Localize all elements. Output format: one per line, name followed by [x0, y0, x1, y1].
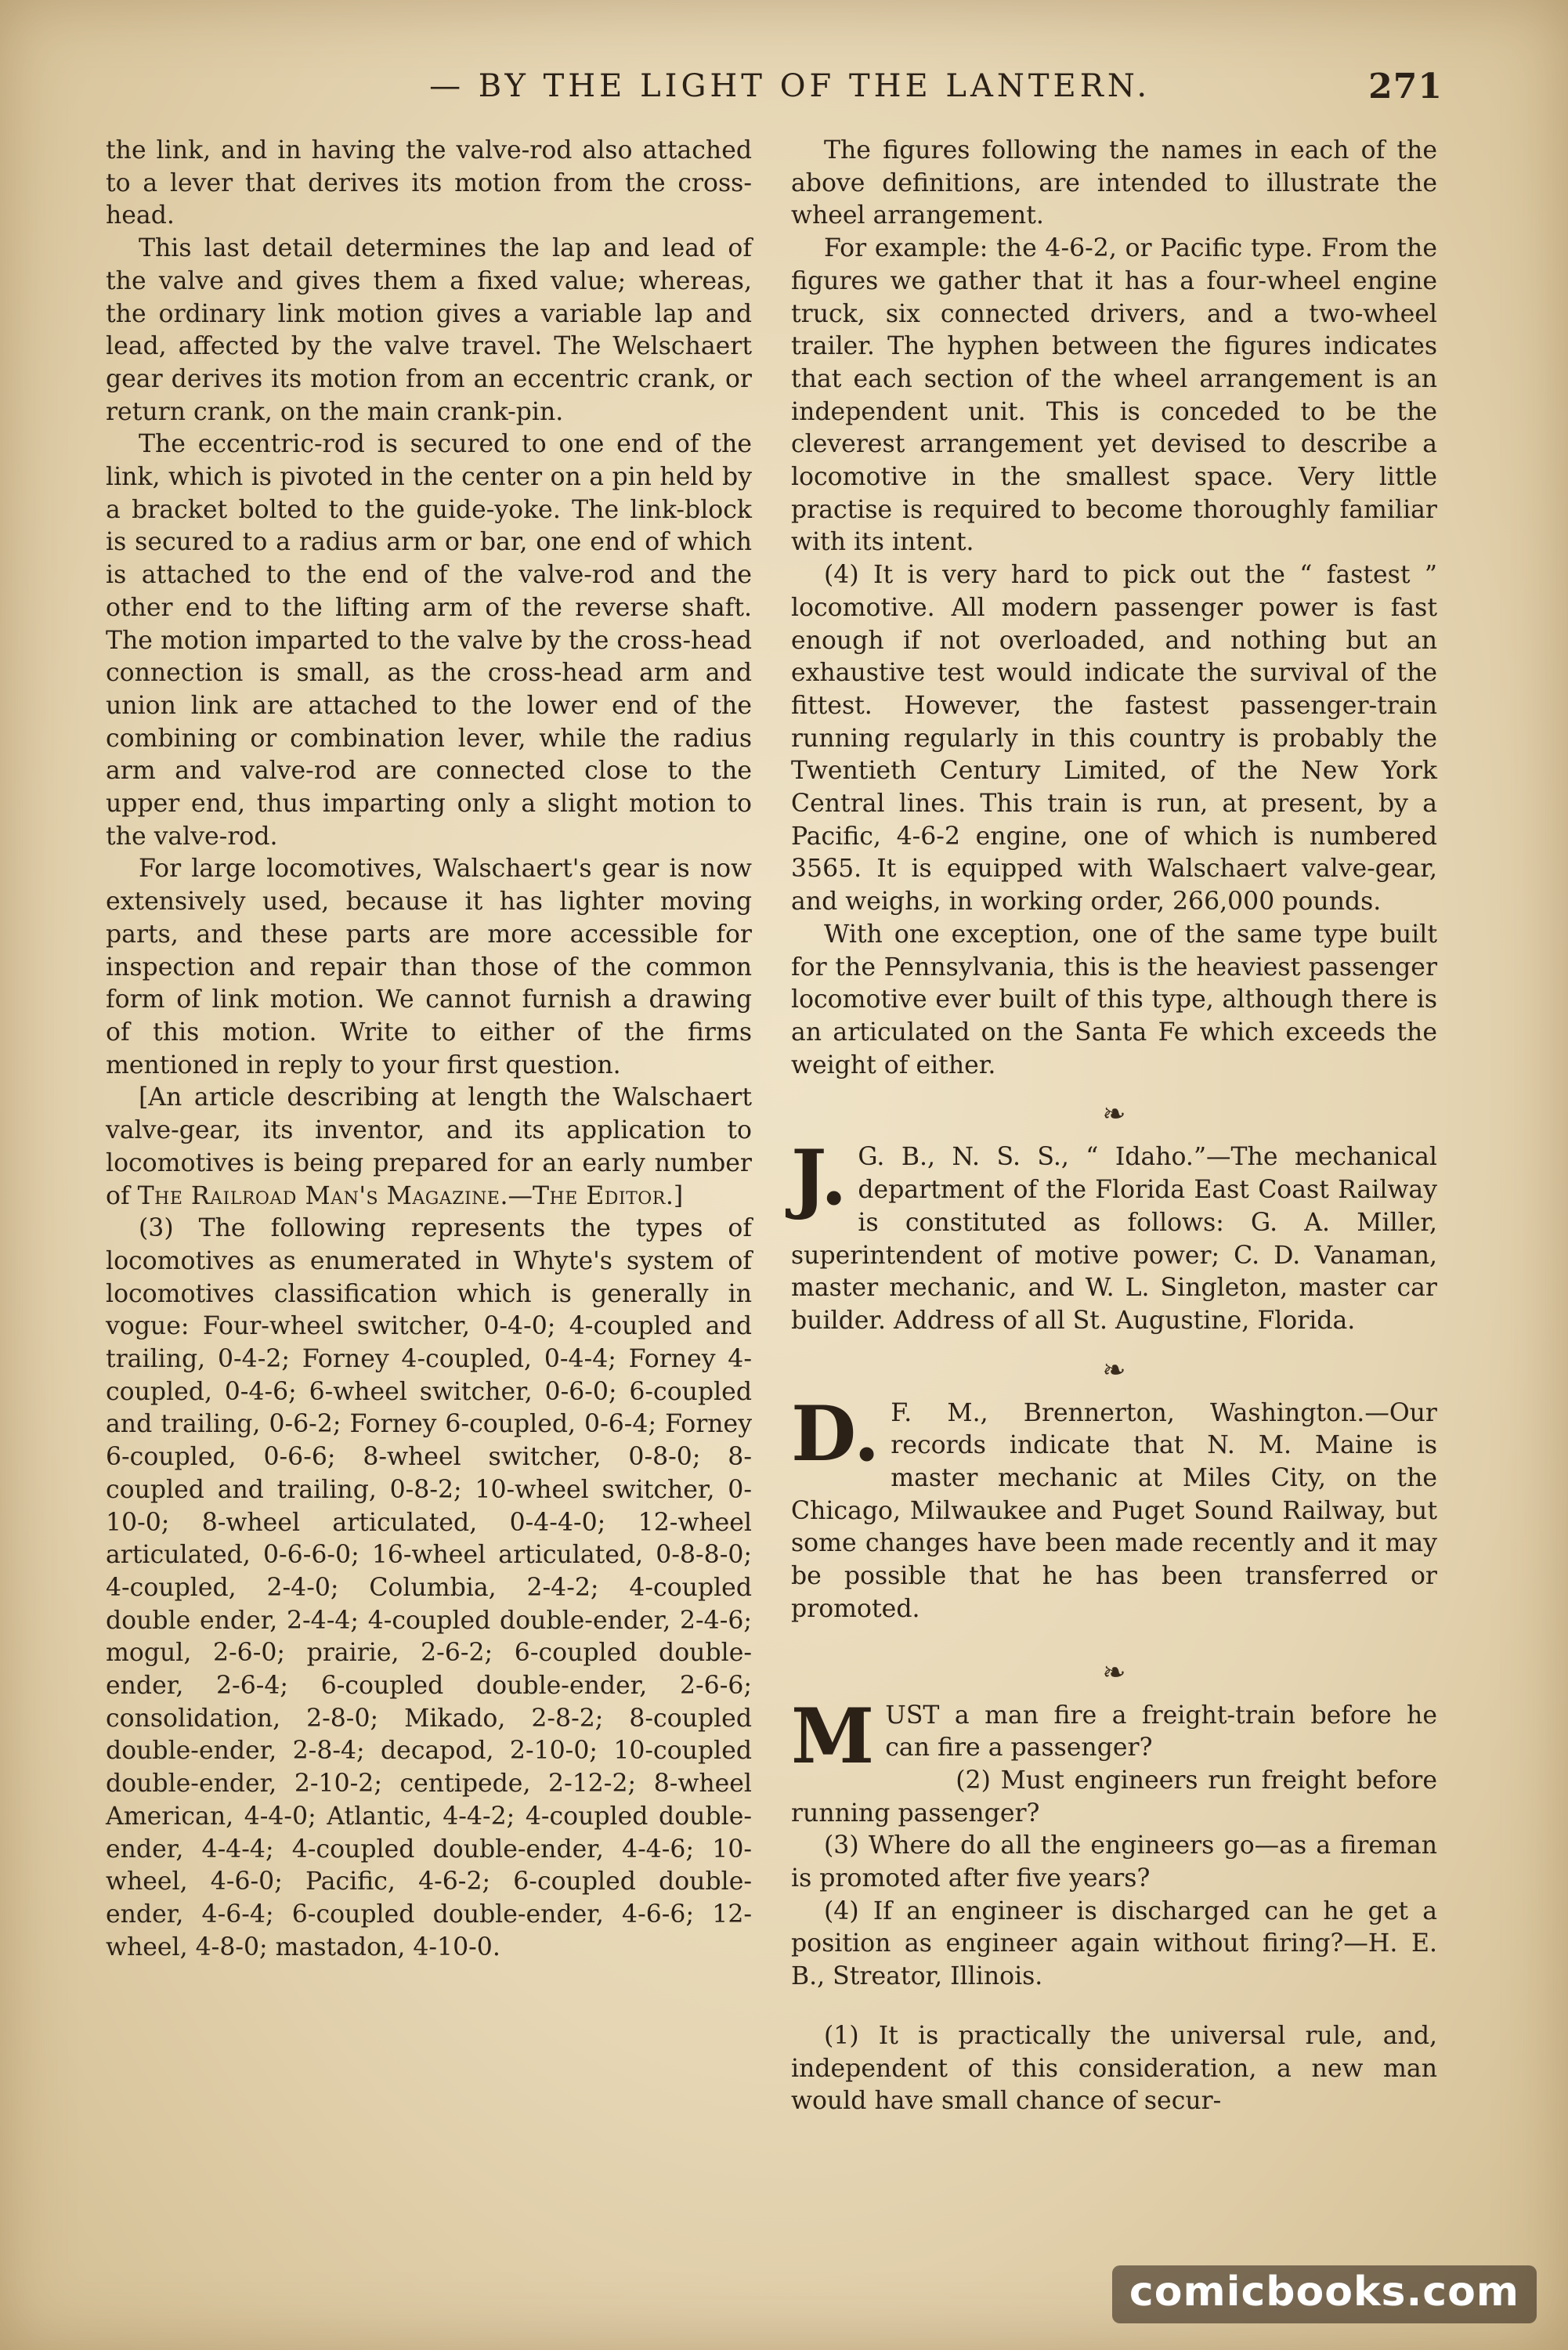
- question-text: (4) If an engineer is discharged can he get a position as engineer again without firing?—H. E. B., Streator, Illinois.: [791, 1896, 1437, 1991]
- question-text: (2) Must engineers run freight before running passenger?: [791, 1766, 1437, 1828]
- entry-text: G. B., N. S. S., “ Idaho.”—The mechanical department of the Florida East Coast Railway is constituted as follows: G. A. Miller, superintendent of motive power; C. D. Vanaman, master mechanic, and W. L. Singleton, master car builder. Address of all St. Augustine, Florida.: [791, 1143, 1437, 1335]
- editor-note: [106, 1082, 752, 1213]
- fleuron-ornament: ❧: [1102, 1656, 1126, 1689]
- editor-note-close: .]: [665, 1181, 684, 1210]
- page-header: [102, 55, 1443, 118]
- fleuron-ornament: ❧: [1102, 1098, 1126, 1131]
- paragraph: (4) It is very hard to pick out the “ fastest ” locomotive. All modern passenger power is fast enough if not overloaded, and nothing but an exhaustive test would indicate the survival of the fittest. However, the fastest passenger-train running regularly in this country is probably the Twentieth Century Limited, of the New York Central lines. This train is run, at present, by a Pacific, 4-6-2 engine, one of which is numbered 3565. It is equipped with Walschaert valve-gear, and weighs, in working order, 266,000 pounds.: [791, 561, 1437, 916]
- paragraph: (3) The following represents the types of locomotives as enumerated in Whyte's system of locomotives classification which is generally in vogue: Four-wheel switcher, 0-4-0; 4-coupled and trailing, 0-4-2; Forney 4-coupled, 0-4-4; Forney 4-coupled, 0-4-6; 6-wheel switcher, 0-6-0; 6-coupled and trailing, 0-6-2; Forney 6-coupled, 0-6-4; Forney 6-coupled, 0-6-6; 8-wheel switcher, 0-8-0; 8-coupled and trailing, 0-8-2; 10-wheel switcher, 0-10-0; 8-wheel articulated, 0-4-4-0; 12-wheel articulated, 0-6-6-0; 16-wheel articulated, 0-8-8-0; 4-coupled, 2-4-0; Columbia, 2-4-2; 4-coupled double ender, 2-4-4; 4-coupled double-ender, 2-4-6; mogul, 2-6-0; prairie, 2-6-2; 6-coupled double-ender, 2-6-4; 6-coupled double-ender, 2-6-6; consolidation, 2-8-0; Mikado, 2-8-2; 8-coupled double-ender, 2-8-4; decapod, 2-10-0; 10-coupled double-ender, 2-10-2; centipede, 2-12-2; 8-wheel American, 4-4-0; Atlantic, 4-4-2; 4-coupled double-ender, 4-4-4; 4-coupled double-ender, 4-4-6; 10-wheel, 4-6-0; Pacific, 4-6-2; 6-coupled double-ender, 4-6-4; 6-coupled double-ender, 4-6-6; 12-wheel, 4-8-0; mastadon, 4-10-0.: [106, 1214, 752, 1961]
- paragraph: The eccentric-rod is secured to one end of the link, which is pivoted in the center on a pin held by a bracket bolted to the guide-yoke. The link-block is secured to a radius arm or bar, one end of which is attached to the end of the valve-rod and the other end to the lifting arm of the reverse shaft. The motion imparted to the valve by the cross-head connection is small, as the cross-head arm and union link are attached to the lower end of the combining or combination lever, while the radius arm and valve-rod are connected close to the upper end, thus imparting only a slight motion to the valve-rod.: [106, 430, 752, 851]
- paragraph: For example: the 4-6-2, or Pacific type. From the figures we gather that it has a four-wheel engine truck, six connected drivers, and a two-wheel trailer. The hyphen between the figures indicates that each section of the wheel arrangement is an independent unit. This is conceded to be the cleverest arrangement yet devised to describe a locomotive in the smallest space. Very little practise is required to become thoroughly familiar with its intent.: [791, 234, 1437, 557]
- left-column: [106, 135, 752, 1964]
- watermark: comicbooks.com: [1112, 2265, 1537, 2323]
- drop-cap: M: [791, 1691, 875, 1781]
- right-column: [791, 135, 1437, 2118]
- answer-entry-jgb: [791, 1133, 1437, 1337]
- answer-text: (1) It is practically the universal rule, and, independent of this consideration, a new man would have small chance of secur-: [791, 2021, 1437, 2116]
- spacer: [791, 1994, 1437, 2020]
- drop-cap: J.: [791, 1133, 847, 1223]
- paragraph: With one exception, one of the same type built for the Pennsylvania, this is the heaviest passenger locomotive ever built of this type, although there is an articulated on the Santa Fe which exceeds the weight of either.: [791, 920, 1437, 1079]
- paragraph: The figures following the names in each of the above definitions, are intended to illustrate the wheel arrangement.: [791, 136, 1437, 230]
- editor-signature: The Editor: [533, 1181, 666, 1210]
- running-title: — BY THE LIGHT OF THE LANTERN.: [429, 68, 1151, 104]
- paragraph: This last detail determines the lap and lead of the valve and gives them a fixed value; whereas, the ordinary link motion gives a variable lap and lead, affected by the valve travel. The Welschaert gear derives its motion from an eccentric crank, or return crank, on the main crank-pin.: [106, 234, 752, 426]
- fleuron-ornament: ❧: [1102, 1354, 1126, 1386]
- question-text: (3) Where do all the engineers go—as a fireman is promoted after five years?: [791, 1831, 1437, 1893]
- question-text: UST a man fire a freight-train before he can fire a passenger?: [885, 1701, 1437, 1762]
- paragraph: the link, and in having the valve-rod also attached to a lever that derives its motion from the cross-head.: [106, 136, 752, 230]
- question-entry-heb: [791, 1691, 1437, 1994]
- drop-cap: D.: [791, 1389, 880, 1478]
- page-number: 271: [1368, 66, 1443, 107]
- magazine-name: The Railroad Man's Magazine: [137, 1181, 500, 1210]
- paragraph: For large locomotives, Walschaert's gear is now extensively used, because it has lighter moving parts, and these parts are more accessible for inspection and repair than those of the common form of link motion. We cannot furnish a drawing of this motion. Write to either of the firms mentioned in reply to your first question.: [106, 855, 752, 1079]
- entry-text: F. M., Brennerton, Washington.—Our records indicate that N. M. Maine is master mechanic at Miles City, on the Chicago, Milwaukee and Puget Sound Railway, but some changes have been made recently and it may be possible that he has been transferred or promoted.: [791, 1398, 1437, 1623]
- editor-note-text: [An article describing at length the Walschaert valve-gear, its inventor, and its application to locomotives is being prepared for an early number of: [106, 1083, 752, 1210]
- editor-note-dash: .—: [500, 1181, 533, 1210]
- answer-entry-dfm: [791, 1389, 1437, 1626]
